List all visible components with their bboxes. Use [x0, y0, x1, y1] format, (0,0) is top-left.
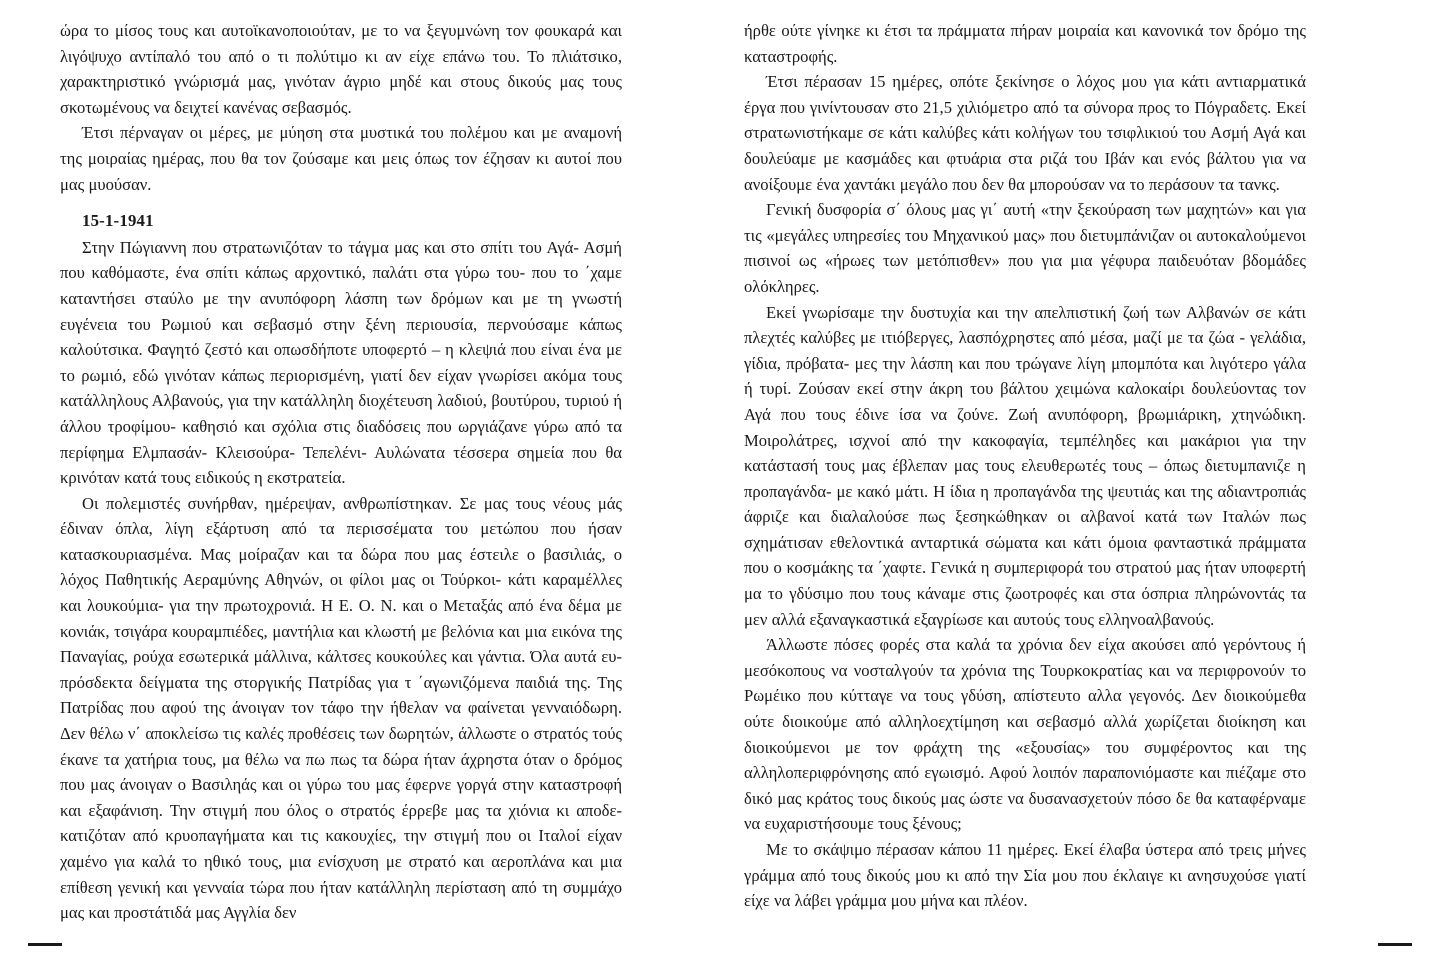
paragraph: Εκεί γνωρίσαμε την δυστυχία και την απελπιστική ζωή των Αλβανών σε κάτι πλεχτές καλύβες με ιτιόβεργες, λασπόχρηστες από μέσα, μαζί με τα ζώα - γελάδια, γίδια, πρόβατα- μες την λάσπη και που τρώγανε λίγη μπομπότα και λιγότερο γάλα ή τυρί. Ζούσαν εκεί στην άκρη του βάλτου χειμώνα καλοκαίρι δουλεύοντας τον Αγά που τους έδινε ίσα να ζούνε. Ζωή ανυπόφορη, βρωμιάρικη, χτηνώδικη. Μοιρολάτρες, ισχνοί από την κακοφαγία, τεμπέληδες και μακάριοι για την κατάστασή τους μας έβλεπαν μας τους ελευθερωτές τους – όπως διετυμπανιζε η προπαγάνδα- με κακό μάτι. Η ίδια η προπαγάνδα της ψευτιάς και της αδιαντροπιάς άφριζε και διαλαλούσε πως ξεσηκώθηκαν οι αλβανοί κατά των Ιταλών πως σχημάτισαν εθελοντικά ανταρτικά σώματα και κάτι όμοια φανταστικά πράμματα που ο κοσμάκης τα ΄χαφτε. Γενικά η συμπεριφορά του στρατού μας ήταν υποφερτή μα το γδύσιμο που τους κάναμε στις ζωοτροφές και στα όσπρια πληρώνοντάς τα μεν αλλά εξαναγκαστικά εξαγρίωσε και αυτούς τους ελληνοαλβανούς. [744, 302, 1306, 629]
paragraph: Γενική δυσφορία σ΄ όλους μας γι΄ αυτή «την ξεκούραση των μαχητών» και για τις «μεγάλες υπηρεσίες του Μηχανικού μας» που διετυμπάνιζαν οι αυτοκαλούμενοι πισινοί ως «ήρωες των μετόπισθεν» που για μια γέφυρα παιδευόταν βδομάδες ολόκληρες. [744, 200, 1306, 296]
paragraph: Στην Πώγιαννη που στρατωνιζόταν το τάγμα μας και στο σπίτι του Αγά- Ασμή που καθόμαστε, ένα σπίτι κάπως αρχοντικό, παλάτι στα γύρω του- που το ΄χαμε καταντήσει σταύλο με την ανυπόφορη λάσπη των δρόμων και με τη γνωστή ευγένεια του Ρωμιού και σεβασμό στην ξένη περιουσία, περνούσαμε κάπως καλούτσικα. Φαγητό ζεστό και οπωσδήποτε υποφερτό – η κλεψιά που είναι ένα με το ρωμιό, εδώ γινόταν κάπως περιορισμένη, γιατί δεν είχαν γνωρίσει ακόμα τους κατάλληλους Αλβανούς, για την κατάλληλη διοχέτευση λαδιού, βουτύρου, τυριού ή άλλου τροφίμου- καθησιό και σχόλια στις διαδόσεις που ωργιάζανε γύρω από τα περίφημα Ελμπασάν- Κλεισούρα- Τεπελένι- Αυλώνατα τέσσερα σημεία που θα κρινόταν κατά τους ειδικούς η εκστρατεία. [60, 237, 622, 488]
left-column [60, 18, 622, 926]
paragraph: ώρα το μίσος τους και αυτοϊκανοποιούταν, με το να ξεγυμνώνη τον φουκαρά και λιγόψυχο αντίπαλό του από ο τι πολύτιμο κι αν είχε επάνω του. Το πλιάτσικο, χαρακτηριστικό γνώρισμά μας, γινόταν άγριο μηδέ και στους δικούς μας τους σκοτωμένους να δειχτεί κανένας σεβασμός. [60, 21, 622, 117]
right-column [744, 18, 1306, 926]
paragraph: ήρθε ούτε γίνηκε κι έτσι τα πράμματα πήραν μοιραία και κανονικά τον δρόμο της καταστροφής. [744, 21, 1306, 66]
paragraph: Οι πολεμιστές συνήρθαν, ημέρεψαν, ανθρωπίστηκαν. Σε μας τους νέους μάς έδιναν όπλα, λίγη εξάρτυση από τα περισσέματα του μετώπου που ήσαν κατασκουριασμένα. Μας μοίραζαν και τα δώρα που μας έστειλε ο βασιλιάς, ο λόχος Παθητικής Αεραμύνης Αθηνών, οι φίλοι μας οι Τούρκοι- κάτι καραμέλλες και λουκούμια- για την πρωτοχρονιά. Η Ε. Ο. Ν. και ο Μεταξάς από ένα δέμα με κονιάκ, τσιγάρα κουραμπιέδες, μαντήλια και κλωστή με βελόνια και μια εικόνα της Παναγίας, ρούχα εσωτερικά μάλλινα, κάλτσες κουκούλες και γάντια. Όλα αυτά ευπρόσδεκτα δείγματα της στοργικής Πατρίδας για τ ΄αγωνιζόμενα παιδιά της. Της Πατρίδας που αφού της άνοιγαν τον τάφο την ήθελαν να φαίνεται γενναιόδωρη. Δεν θέλω ν΄ αποκλείσω τις καλές προθέσεις των δωρητών, άλλωστε ο στρατός τούς έκανε τα χατήρια τους, μα θέλω να πω πως τα δώρα ήταν άχρηστα όταν ο δρόμος που μας άνοιγαν ο Βασιληάς και οι γύρω του μας έφερνε γοργά στην καταστροφή και εξαφάνιση. Την στιγμή που όλος ο στρατός έρρεβε μας τα χιόνια κι αποδεκατιζόταν από κρυοπαγήματα και τις κακουχίες, την στιγμή που οι Ιταλοί είχαν χαμένο για καλά το ηθικό τους, μια ενίσχυση με στρατό και αεροπλάνα και μια επίθεση γενική και γενναία τώρα που ήταν κατάλληλη περίσταση από τη συμμάχο μας και προστάτιδά μας Αγγλία δεν [60, 493, 622, 923]
registration-mark-right [1378, 943, 1412, 946]
paragraph: Έτσι πέρασαν 15 ημέρες, οπότε ξεκίνησε ο λόχος μου για κάτι αντιαρματικά έργα που γινίντουσαν στο 21,5 χιλιόμετρο από τα σύνορα προς το Πόγραδετς. Εκεί στρατωνιστήκαμε σε κάτι καλύβες κάτι κολήγων του τσιφλικιού του Ασμή Αγά και δουλεύαμε με κασμάδες και φτυάρια στα ριζά του Ιβάν και ενός βάλτου για να ανοίξουμε ένα χαντάκι μεγάλο που δεν θα μπορούσαν να το περάσουν τα τανκς. [744, 72, 1306, 194]
paragraph: Με το σκάψιμο πέρασαν κάπου 11 ημέρες. Εκεί έλαβα ύστερα από τρεις μήνες γράμμα από τους δικούς μου κι από την Σία μου που έκλαιγε κι ανησυχούσε γιατί είχε να λάβει γράμμα μου μήνα και πλέον. [744, 840, 1306, 911]
paragraph: Έτσι πέρναγαν οι μέρες, με μύηση στα μυστικά του πολέμου και με αναμονή της μοιραίας ημέρας, που θα τον ζούσαμε και μεις όπως τον έζησαν κι αυτοί που μας μυούσαν. [60, 123, 622, 194]
date-heading: 15-1-1941 [82, 211, 154, 231]
paragraph: Άλλωστε πόσες φορές στα καλά τα χρόνια δεν είχα ακούσει από γερόντους ή μεσόκοπους να νοσταλγούν τα χρόνια της Τουρκοκρατίας και να περιφρονούν το Ρωμέικο που κύτταγε να τους γδύση, απίστευτο αλλα γεγονός. Δεν διοικούμεθα ούτε διοικούμε από αλληλοεχτίμηση και σεβασμό αλλά χωρίζεται διοίκηση και διοικούμενοι με τον φράχτη της «εξουσίας» του συμφέροντος και της αλληλοπεριφρόνησης από εγωισμό. Αφού λοιπόν παραπονιόμαστε και πιέζαμε στο δικό μας κράτος τους δικούς μας ώστε να δυσανασχετούν πόσο δε θα καταφέρναμε να ευχαριστήσουμε τους ξένους; [744, 635, 1306, 834]
registration-mark-left [28, 943, 62, 946]
